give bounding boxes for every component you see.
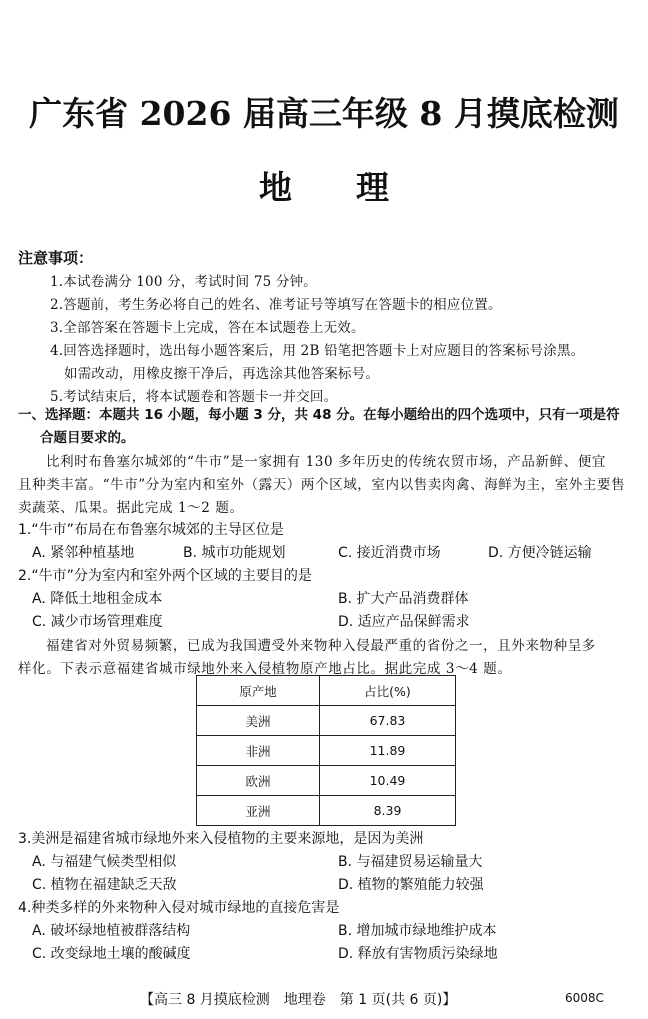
q1-option-c[interactable]: C. 接近消费市场: [338, 545, 441, 561]
table-row: [197, 706, 456, 736]
q1-option-a[interactable]: A. 紧邻种植基地: [32, 545, 135, 561]
table-cell: 亚洲: [197, 796, 320, 826]
table-cell: 11.89: [320, 736, 456, 766]
question-2-stem: 2.“牛市”分为室内和室外两个区域的主要目的是: [18, 568, 312, 584]
table-header-cell: 原产地: [197, 676, 320, 706]
table-row: [197, 766, 456, 796]
q4-option-c[interactable]: C. 改变绿地土壤的酸碱度: [32, 946, 191, 962]
q3-option-b[interactable]: B. 与福建贸易运输量大: [338, 854, 483, 870]
question-1-stem: 1.“牛市”布局在布鲁塞尔城郊的主导区位是: [18, 522, 284, 538]
passage-line: 且种类丰富。“牛市”分为室内和室外（露天）两个区域，室内以售卖肉禽、海鲜为主，室外主要售: [18, 477, 626, 493]
notice-item: 4.回答选择题时，选出每小题答案后，用 2B 铅笔把答题卡上对应题目的答案标号涂黑。: [50, 343, 585, 359]
q3-option-c[interactable]: C. 植物在福建缺乏天敌: [32, 877, 177, 893]
notice-item: 5.考试结束后，将本试题卷和答题卡一并交回。: [50, 389, 338, 405]
subject-char-2: 理: [356, 168, 389, 207]
q3-option-a[interactable]: A. 与福建气候类型相似: [32, 854, 177, 870]
paper-code: 6008C: [565, 991, 604, 1005]
question-3-stem: 3.美洲是福建省城市绿地外来入侵植物的主要来源地，是因为美洲: [18, 831, 424, 847]
q4-option-d[interactable]: D. 释放有害物质污染绿地: [338, 946, 498, 962]
table-cell: 67.83: [320, 706, 456, 736]
table-cell: 美洲: [197, 706, 320, 736]
question-4-stem: 4.种类多样的外来物种入侵对城市绿地的直接危害是: [18, 900, 340, 916]
passage-line: 比利时布鲁塞尔城郊的“牛市”是一家拥有 130 多年历史的传统农贸市场，产品新鲜、便宜: [46, 454, 606, 470]
q1-option-d[interactable]: D. 方便冷链运输: [488, 545, 592, 561]
table-header-cell: 占比(%): [320, 676, 456, 706]
subject-title: [0, 162, 648, 209]
origin-ratio-table: [196, 675, 456, 826]
passage-line: 福建省对外贸易频繁，已成为我国遭受外来物种入侵最严重的省份之一，且外来物种呈多: [46, 638, 596, 654]
q2-option-d[interactable]: D. 适应产品保鲜需求: [338, 614, 470, 630]
passage-line: 卖蔬菜、瓜果。据此完成 1～2 题。: [18, 500, 244, 516]
section-heading-cont: 合题目要求的。: [40, 430, 135, 446]
notice-item: 2.答题前，考生务必将自己的姓名、准考证号等填写在答题卡的相应位置。: [50, 297, 502, 313]
exam-title: 广东省 2026 届高三年级 8 月摸底检测: [29, 94, 619, 133]
table-cell: 欧洲: [197, 766, 320, 796]
q4-option-a[interactable]: A. 破坏绿地植被群落结构: [32, 923, 191, 939]
q4-option-b[interactable]: B. 增加城市绿地维护成本: [338, 923, 497, 939]
table-header-row: [197, 676, 456, 706]
notice-item: 如需改动，用橡皮擦干净后，再选涂其他答案标号。: [64, 366, 380, 382]
subject-char-1: 地: [259, 168, 292, 207]
q1-option-b[interactable]: B. 城市功能规划: [183, 545, 286, 561]
notice-item: 3.全部答案在答题卡上完成，答在本试题卷上无效。: [50, 320, 365, 336]
table-row: [197, 796, 456, 826]
page-footer: 【高三 8 月摸底检测 地理卷 第 1 页(共 6 页)】: [140, 992, 457, 1008]
table-cell: 10.49: [320, 766, 456, 796]
table-cell: 非洲: [197, 736, 320, 766]
notice-heading: 注意事项：: [18, 249, 94, 267]
q2-option-c[interactable]: C. 减少市场管理难度: [32, 614, 163, 630]
passage-line: 样化。下表示意福建省城市绿地外来入侵植物原产地占比。据此完成 3～4 题。: [18, 661, 512, 677]
notice-item: 1.本试卷满分 100 分，考试时间 75 分钟。: [50, 274, 317, 290]
table-row: [197, 736, 456, 766]
q2-option-a[interactable]: A. 降低土地租金成本: [32, 591, 163, 607]
q3-option-d[interactable]: D. 植物的繁殖能力较强: [338, 877, 484, 893]
table-cell: 8.39: [320, 796, 456, 826]
section-heading: 一、选择题：本题共 16 小题，每小题 3 分，共 48 分。在每小题给出的四个选项中，只有一项是符: [18, 407, 620, 423]
q2-option-b[interactable]: B. 扩大产品消费群体: [338, 591, 469, 607]
